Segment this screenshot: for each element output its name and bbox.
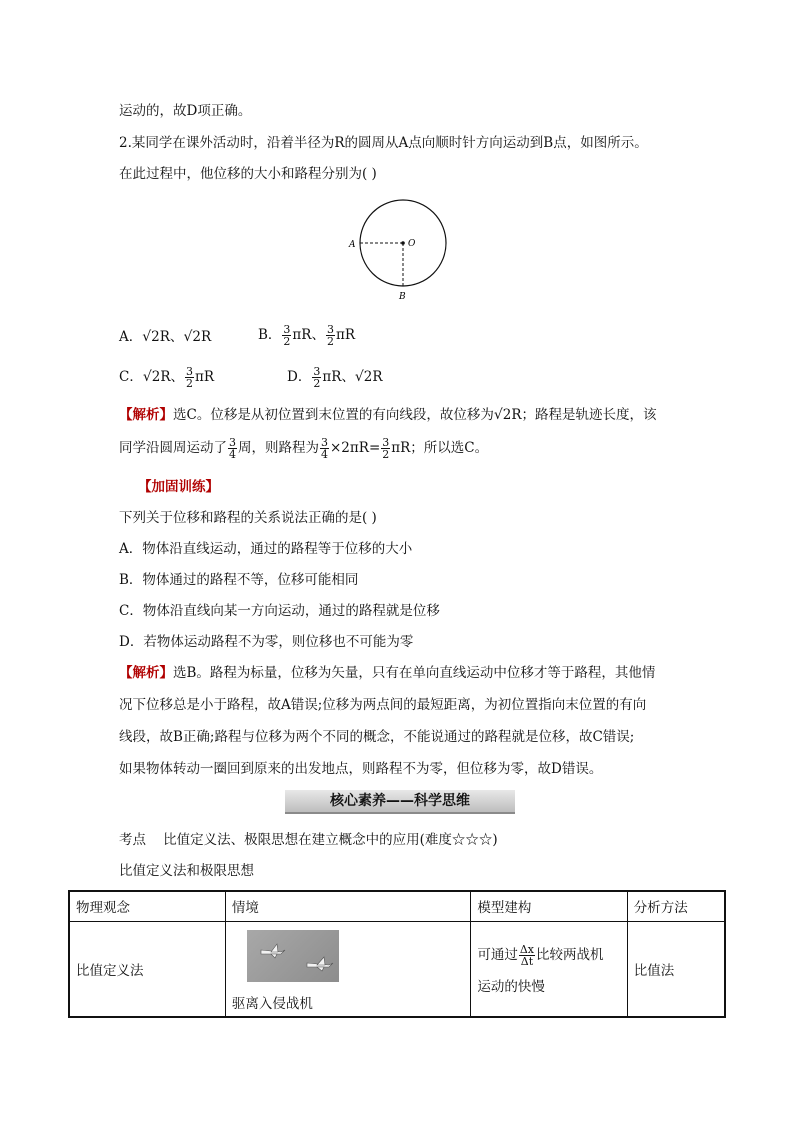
table-cell-concept: 比值定义法 (69, 921, 225, 1017)
label-o: O (408, 239, 416, 249)
table-header-row (69, 891, 725, 921)
training-option-b: B．物体通过的路程不等，位移可能相同 (119, 572, 359, 588)
question-2: 2.某同学在课外活动时，沿着半径为R的圆周从A点向顺时针方向运动到B点，如图所示。 (119, 135, 648, 151)
table-header: 模型建构 (471, 891, 627, 921)
table-cell-scene (225, 921, 470, 1017)
table-header: 情境 (225, 891, 470, 921)
kaodian-line: 考点 比值定义法、极限思想在建立概念中的应用(难度☆☆☆) (119, 832, 498, 848)
analysis-1-line-1: 【解析】选C。位移是从初位置到末位置的有向线段，故位移为 √ 2R；路程是轨迹长度，该 (119, 407, 657, 423)
table-cell-model: 可通过 $\frac{\Delta x}{\Delta t}$ 比较两战机 运动的快慢 (471, 921, 627, 1017)
option-a: A． √ 2R、 √ 2R (119, 329, 212, 345)
circle-diagram (340, 195, 460, 305)
fighter-jets-image (247, 930, 339, 982)
option-d: D． $\frac{3}{2}$ πR、 √ 2R (287, 365, 383, 390)
training-option-a: A．物体沿直线运动，通过的路程等于位移的大小 (119, 541, 413, 557)
concept-table (68, 890, 726, 1018)
analysis-2-line-3: 线段，故B正确;路程与位移为两个不同的概念，不能说通过的路程就是位移，故C错误; (119, 729, 635, 745)
table-cell-method: 比值法 (627, 921, 725, 1017)
training-heading: 【加固训练】 (138, 479, 219, 495)
table-row (69, 921, 725, 1017)
analysis-1-line-2: 同学沿圆周运动了 $\frac{3}{4}$ 周，则路程为 $\frac{3}{4}$ ×2πR= $\frac{3}{2}$ πR；所以选C。 (119, 436, 489, 461)
section-banner: 核心素养——科学思维 (285, 790, 515, 814)
analysis-2-line-4: 如果物体转动一圈回到原来的出发地点，则路程不为零，但位移为零，故D错误。 (119, 761, 603, 777)
training-option-c: C．物体沿直线向某一方向运动，通过的路程就是位移 (119, 603, 440, 619)
table-header: 分析方法 (627, 891, 725, 921)
subheading: 比值定义法和极限思想 (119, 863, 254, 879)
analysis-2-line-2: 况下位移总是小于路程，故A错误;位移为两点间的最短距离，为初位置指向末位置的有向 (119, 697, 647, 713)
training-option-d: D．若物体运动路程不为零，则位移也不可能为零 (119, 634, 414, 650)
image-caption: 驱离入侵战机 (231, 995, 313, 1012)
table-header: 物理观念 (69, 891, 225, 921)
text-line: 运动的，故D项正确。 (119, 103, 252, 119)
label-b: B (399, 292, 406, 302)
option-b: B． $\frac{3}{2}$ πR、 $\frac{3}{2}$ πR (258, 323, 356, 348)
training-question: 下列关于位移和路程的关系说法正确的是( ) (119, 510, 377, 526)
analysis-2-line-1: 【解析】选B。路程为标量，位移为矢量，只有在单向直线运动中位移才等于路程，其他情 (119, 665, 656, 681)
question-2-cont: 在此过程中，他位移的大小和路程分别为( ) (119, 166, 377, 182)
option-c: C． √ 2R、 $\frac{3}{2}$ πR (119, 365, 215, 390)
label-a: A (349, 240, 356, 250)
